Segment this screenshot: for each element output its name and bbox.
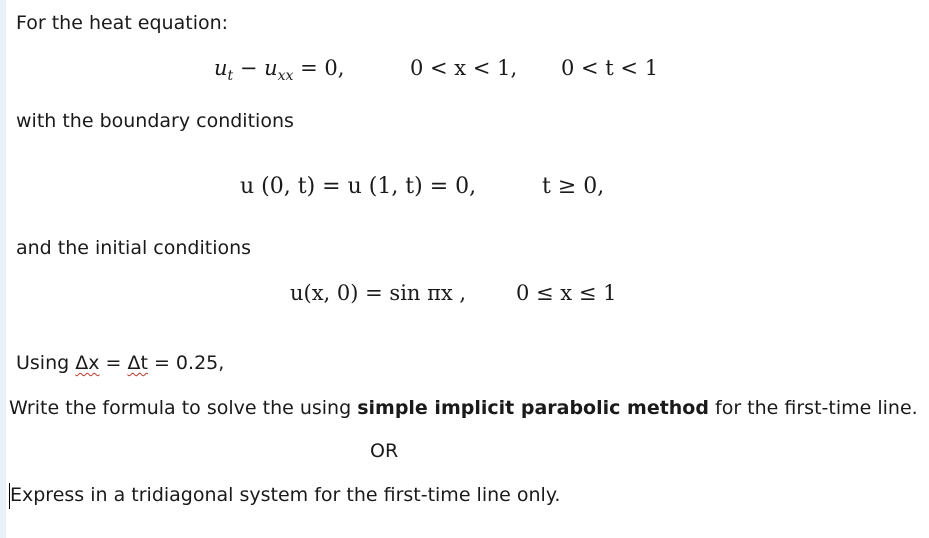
page-margin-bar: [0, 0, 6, 538]
boundary-intro-text: with the boundary conditions: [16, 110, 294, 132]
step-mid: =: [99, 352, 128, 374]
eq-minus: −: [233, 56, 265, 80]
eq-sub-t: t: [227, 68, 234, 84]
x-range: 0 < x < 1,: [410, 56, 518, 80]
boundary-condition: t ≥ 0,: [542, 174, 605, 199]
intro-text: For the heat equation:: [16, 12, 229, 34]
question-before: Write the formula to solve the using: [9, 397, 358, 419]
question-line: [9, 399, 918, 418]
step-prefix: Using: [16, 352, 76, 374]
eq-u2: u: [264, 56, 278, 80]
initial-expression: u(x, 0) = sin πx ,: [290, 281, 467, 305]
eq-sub-xx: xx: [277, 68, 294, 84]
step-size-line: [16, 354, 224, 373]
initial-intro-text: and the initial conditions: [16, 237, 252, 259]
eq-u: u: [214, 56, 228, 80]
heat-equation: [214, 56, 345, 84]
boundary-expression: u (0, t) = u (1, t) = 0,: [240, 174, 477, 199]
delta-x: Δx: [75, 352, 100, 374]
eq-equals-zero: = 0,: [293, 56, 345, 80]
initial-condition: 0 ≤ x ≤ 1: [516, 281, 617, 305]
question-after: for the first-time line.: [708, 397, 918, 419]
t-range: 0 < t < 1: [561, 56, 659, 80]
question-method: simple implicit parabolic method: [357, 397, 709, 419]
or-separator: OR: [370, 440, 399, 462]
delta-t: Δt: [127, 352, 148, 374]
step-suffix: = 0.25,: [147, 352, 225, 374]
alternative-line: Express in a tridiagonal system for the first-time line only.: [10, 484, 561, 506]
